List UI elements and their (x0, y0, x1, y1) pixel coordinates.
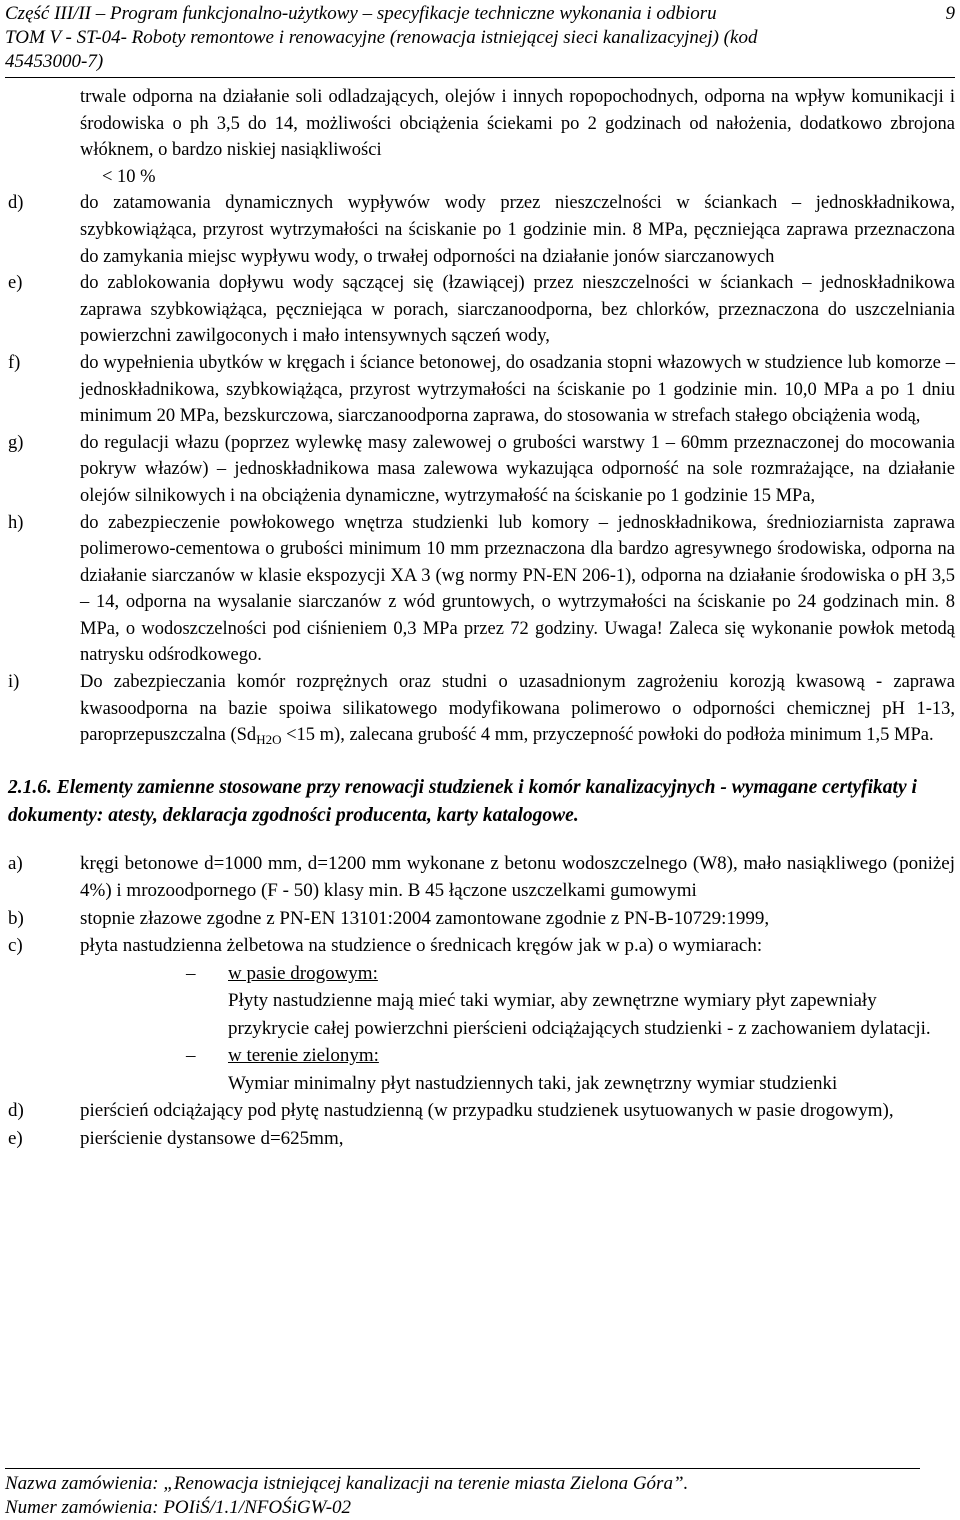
header-line-3: 45453000-7) (5, 51, 104, 72)
component-item-c (8, 932, 955, 960)
component-item-d (8, 1097, 955, 1125)
intro-tail: < 10 % (102, 166, 156, 187)
list-item-label: i) (8, 672, 20, 693)
component-label: e) (8, 1127, 23, 1149)
components-list (8, 850, 955, 1153)
component-item-e (8, 1125, 955, 1153)
footer-rule (5, 1468, 920, 1469)
component-label: d) (8, 1100, 24, 1122)
sub-item-green (8, 1042, 955, 1070)
component-text: pierścień odciążający pod płytę nastudzienną (w przypadku studzienek usytuowanych w pasie drogowym), (80, 1100, 894, 1122)
sub-item-title: w pasie drogowym: (228, 962, 378, 984)
list-item-label: e) (8, 273, 23, 294)
list-item-label: h) (8, 512, 24, 533)
list-item-text: do zablokowania dopływu wody sączącej się (łzawiącej) przez nieszczelności w ściankach – jednoskładnikowa zaprawa szybkowiążąca, pęczniejąca w porach, siarczanoodporna, bez chlorków, przeznaczona do uszczelniania powierzchni zawilgoconych i mało intensywnych sączeń wody, (80, 273, 955, 347)
section-heading: 2.1.6. Elementy zamienne stosowane przy renowacji studzienek i komór kanalizacyjnych - wymagane certyfikaty i dokumenty: atesty, deklaracja zgodności producenta, karty katalogowe. (8, 776, 917, 826)
page-header (5, 2, 955, 78)
list-item-g (8, 430, 955, 510)
footer-order-name: Nazwa zamówienia: „Renowacja istniejącej kanalizacji na terenie miasta Zielona Góra”. (5, 1473, 689, 1494)
intro-text: trwale odporna na działanie soli odladzających, olejów i innych ropopochodnych, odporna na wpływ komunikacji i środowiska o ph 3,5 do 14, możliwości obciążenia ściekami po 2 godzinach od nałożenia, dodatkowo zbrojona włóknem, o bardzo niskiej nasiąkliwości (80, 87, 955, 161)
list-item-text-before: Do zabezpieczania komór rozprężnych oraz studni o uzasadnionym zagrożeniu korozją kwasową - zaprawa kwasoodporna na bazie spoiwa silikatowego modyfikowana polimerowo o odporności chemicznej pH 1-13, paroprzepuszczalna (Sd (80, 672, 955, 746)
sub-item-green-text: Wymiar minimalny płyt nastudziennych taki, jak zewnętrzny wymiar studzienki (228, 1072, 838, 1094)
list-item-h (8, 510, 955, 670)
component-item-a (8, 850, 955, 905)
subscript-h2o: H2O (256, 732, 282, 748)
component-text: kręgi betonowe d=1000 mm, d=1200 mm wykonane z betonu wodoszczelnego (W8), mało nasiąkliwego (poniżej 4%) i mrozoodpornego (F - 50) klasy min. B 45 łączone uszczelkami gumowymi (80, 852, 955, 902)
component-text: płyta nastudzienna żelbetowa na studzience o średnicach kręgów jak w p.a) o wymiarach: (80, 935, 763, 957)
list-item-text: do wypełnienia ubytków w kręgach i ściance betonowej, do osadzania stopni włazowych w studzience lub komorze – jednoskładnikowa, szybkowiążąca, przyrost wytrzymałości na ściskanie po 1 godzinie min. 10,0 MPa a po 1 dniu minimum 20 MPa, bezskurczowa, siarczanoodporna zaprawa, do stosowania w strefach stałego obciążenia wodą, (80, 352, 955, 427)
header-rule (5, 77, 955, 78)
sub-item-road (8, 960, 955, 988)
list-item-label: f) (8, 352, 21, 373)
component-text: pierścienie dystansowe d=625mm, (80, 1127, 344, 1149)
list-item-f (8, 350, 955, 430)
list-item-text-after: <15 m), zalecana grubość 4 mm, przyczepność powłoki do podłoża minimum 1,5 MPa. (281, 725, 934, 746)
list-item-d (8, 190, 955, 270)
header-line-1: Część III/II – Program funkcjonalno-użytkowy – specyfikacje techniczne wykonania i odbioru (5, 3, 717, 24)
page-number: 9 (945, 3, 955, 24)
sub-item-title: w terenie zielonym: (228, 1045, 379, 1067)
sub-item-road-text: Płyty nastudzienne mają mieć taki wymiar, aby zewnętrzne wymiary płyt zapewniały przykrycie całej powierzchni pierścieni odciążających studzienki - z zachowaniem dylatacji. (228, 990, 931, 1039)
list-item-e (8, 270, 955, 350)
list-item-i (8, 669, 955, 754)
component-label: c) (8, 935, 23, 957)
page-footer (5, 1468, 955, 1520)
list-item-text: do zabezpieczenie powłokowego wnętrza studzienki lub komory – jednoskładnikowa, średnioziarnista zaprawa polimerowo-cementowa o grubości minimum 10 mm przeznaczona dla bardzo agresywnego środowiska, odporna na działanie siarczanów w klasie ekspozycji XA 3 (wg normy PN-EN 206-1), odporna na działanie środowiska o pH 3,5 – 14, odporna na wysalanie siarczanów z wód gruntowych, o wytrzymałości na ściskanie po 24 godzinach min. 8 MPa, o wodoszczelności pod ciśnieniem 0,3 MPa przez 72 godziny. Uwaga! Zaleca się wykonanie powłok metodą natrysku odśrodkowego. (80, 512, 955, 666)
list-item-label: d) (8, 193, 24, 214)
list-item-label: g) (8, 432, 24, 453)
dash-bullet: – (186, 1045, 196, 1067)
component-item-b (8, 905, 955, 933)
document-body (8, 84, 955, 1152)
component-label: a) (8, 852, 23, 874)
list-item-text: do zatamowania dynamicznych wypływów wody przez nieszczelności w ściankach – jednoskładnikowa, szybkowiążąca, przyrost wytrzymałości na ściskanie po 1 godzinie min. 8 MPa, pęczniejąca zaprawa przeznaczona do zamykania miejsc wypływu wody, o trwałej odporności na działanie jonów siarczanowych (80, 193, 955, 267)
footer-order-number: Numer zamówienia: POIiŚ/1.1/NFOŚiGW-02 (5, 1497, 352, 1518)
component-text: stopnie złazowe zgodne z PN-EN 13101:2004 zamontowane zgodnie z PN-B-10729:1999, (80, 907, 770, 929)
intro-continuation (8, 84, 955, 190)
list-item-text: do regulacji włazu (poprzez wylewkę masy zalewowej o grubości warstwy 1 – 60mm przeznaczonej do mocowania pokryw włazów) – jednoskładnikowa masa zalewowa wykazująca odporność na sole rozmrażające, na działanie olejów silnikowych i na obciążenia dynamiczne, wytrzymałość na ściskanie po 1 godzinie 15 MPa, (80, 432, 955, 506)
dash-bullet: – (186, 962, 196, 984)
header-line-2: TOM V - ST-04- Roboty remontowe i renowacyjne (renowacja istniejącej sieci kanalizacyjnej) (kod (5, 27, 758, 48)
component-label: b) (8, 907, 24, 929)
